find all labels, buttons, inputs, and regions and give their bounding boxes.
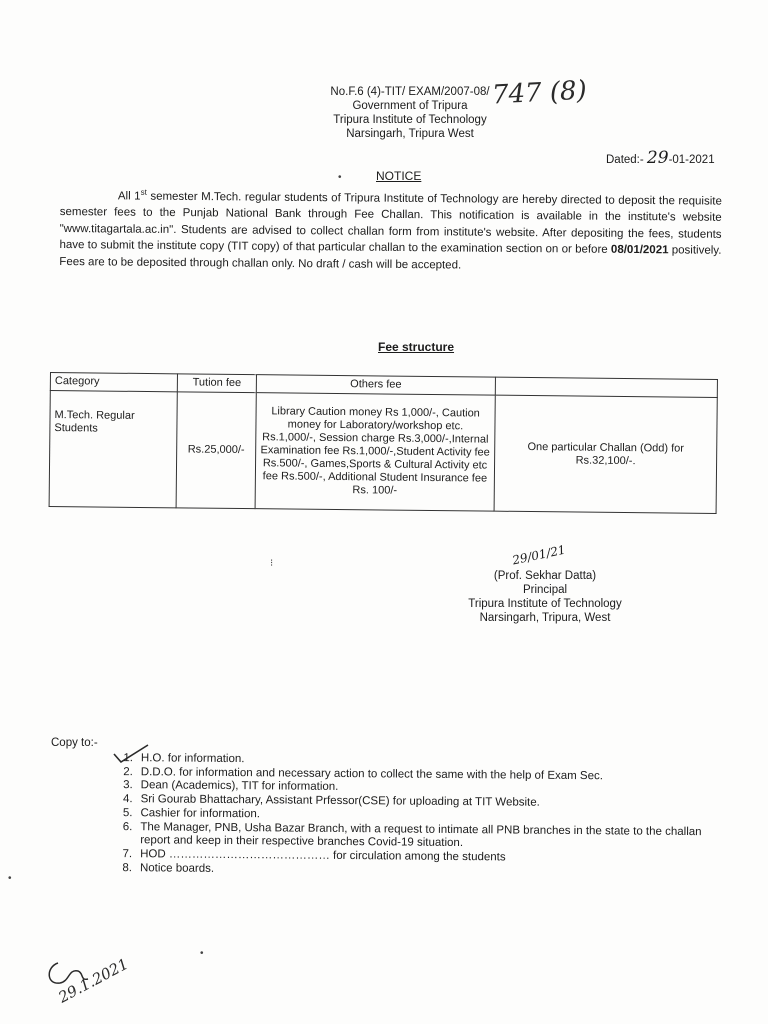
table-row xyxy=(49,391,717,514)
cell-category: M.Tech. Regular Students xyxy=(49,391,177,508)
handwritten-signature-date: 29/01/21 xyxy=(511,542,567,568)
reference-number: No.F.6 (4)-TIT/ EXAM/2007-08/ xyxy=(330,86,490,98)
header-blank xyxy=(495,377,717,397)
letterhead xyxy=(300,85,520,141)
signatory-org: Tripura Institute of Technology xyxy=(468,598,622,610)
signature-block xyxy=(455,555,635,625)
cell-total: One particular Challan (Odd) for Rs.32,100/-. xyxy=(494,395,717,513)
dot-mark: • xyxy=(338,172,342,183)
notice-paragraph xyxy=(59,184,722,276)
date-line xyxy=(606,148,715,168)
date-rest: -01-2021 xyxy=(668,154,715,166)
address-line: Narsingarh, Tripura West xyxy=(346,128,474,140)
notice-title: NOTICE xyxy=(376,169,422,183)
handwritten-reference: 747 (8) xyxy=(491,75,588,111)
signatory-designation: Principal xyxy=(522,584,568,596)
initials-date: 29.1.2021 xyxy=(55,954,132,1007)
list-item: 8. Notice boards. xyxy=(122,861,215,875)
list-item: 3. Dean (Academics), TIT for information. xyxy=(123,779,339,794)
fee-table xyxy=(49,372,718,514)
date-day-handwritten: 29 xyxy=(646,148,669,168)
body-middle: semester M.Tech. regular students of Tripura Institute of Technology are hereby directed to deposit the requisite semester fees to the Punjab National Bank through Fee Challan. This notification is available in the institute's website "www.titagartala.ac.in". Students are advised to collect challan form from institute's website. After depositing the fees, students have to submit the institute copy (TIT copy) of that particular challan to the examination section on or before xyxy=(59,190,722,257)
notice-body xyxy=(59,184,722,276)
cell-others-fee: Library Caution money Rs 1,000/-, Caution money for Laboratory/workshop etc. Rs.1,000/-, Session charge Rs.3,000/-,Internal Examination fee Rs.1,000/-,Student Activity fee Rs.500/-, Games,Sports & Cultural Activity etc fee Rs.500/-, Additional Student Insurance fee Rs. 100/- xyxy=(255,393,495,511)
header-category: Category xyxy=(50,373,177,392)
body-start: All 1 xyxy=(117,190,141,203)
header-tution-fee: Tution fee xyxy=(177,374,256,393)
date-label: Dated:- xyxy=(606,154,644,166)
stray-dot: • xyxy=(200,948,204,959)
cell-tution-fee: Rs.25,000/- xyxy=(176,392,256,509)
list-item: 1. H.O. for information. xyxy=(123,752,245,766)
deadline-date: 08/01/2021 xyxy=(610,244,669,257)
list-item: 7. HOD …………………………………… for circulation among the students xyxy=(122,847,506,864)
signatory-place: Narsingarh, Tripura, West xyxy=(479,612,611,624)
copy-to-label: Copy to:- xyxy=(51,737,98,749)
stray-mark: ⁝ xyxy=(270,558,274,569)
header-others-fee: Others fee xyxy=(256,375,495,396)
list-item: 4. Sri Gourab Bhattachary, Assistant Prfessor(CSE) for uploading at TIT Website. xyxy=(122,793,540,809)
list-item: 6. The Manager, PNB, Usha Bazar Branch, with a request to intimate all PNB branches in the state to the challan report and keep in their respective branches Covid-19 situation. xyxy=(122,820,702,850)
ordinal-suffix: st xyxy=(140,187,147,197)
list-item: 2. D.D.O. for information and necessary action to collect the same with the help of Exam Sec. xyxy=(123,765,604,782)
fee-structure-title: Fee structure xyxy=(378,340,455,354)
list-item: 5. Cashier for information. xyxy=(122,806,261,821)
body-end: positively. Fees are to be deposited through challan only. No draft / cash will be accepted. xyxy=(59,244,722,272)
signatory-name: (Prof. Sekhar Datta) xyxy=(493,570,597,582)
government-line: Government of Tripura xyxy=(352,100,468,112)
institute-line: Tripura Institute of Technology xyxy=(333,114,487,126)
margin-mark: • xyxy=(8,873,12,884)
handwritten-initials xyxy=(40,945,150,1015)
copy-to-list xyxy=(114,752,705,880)
